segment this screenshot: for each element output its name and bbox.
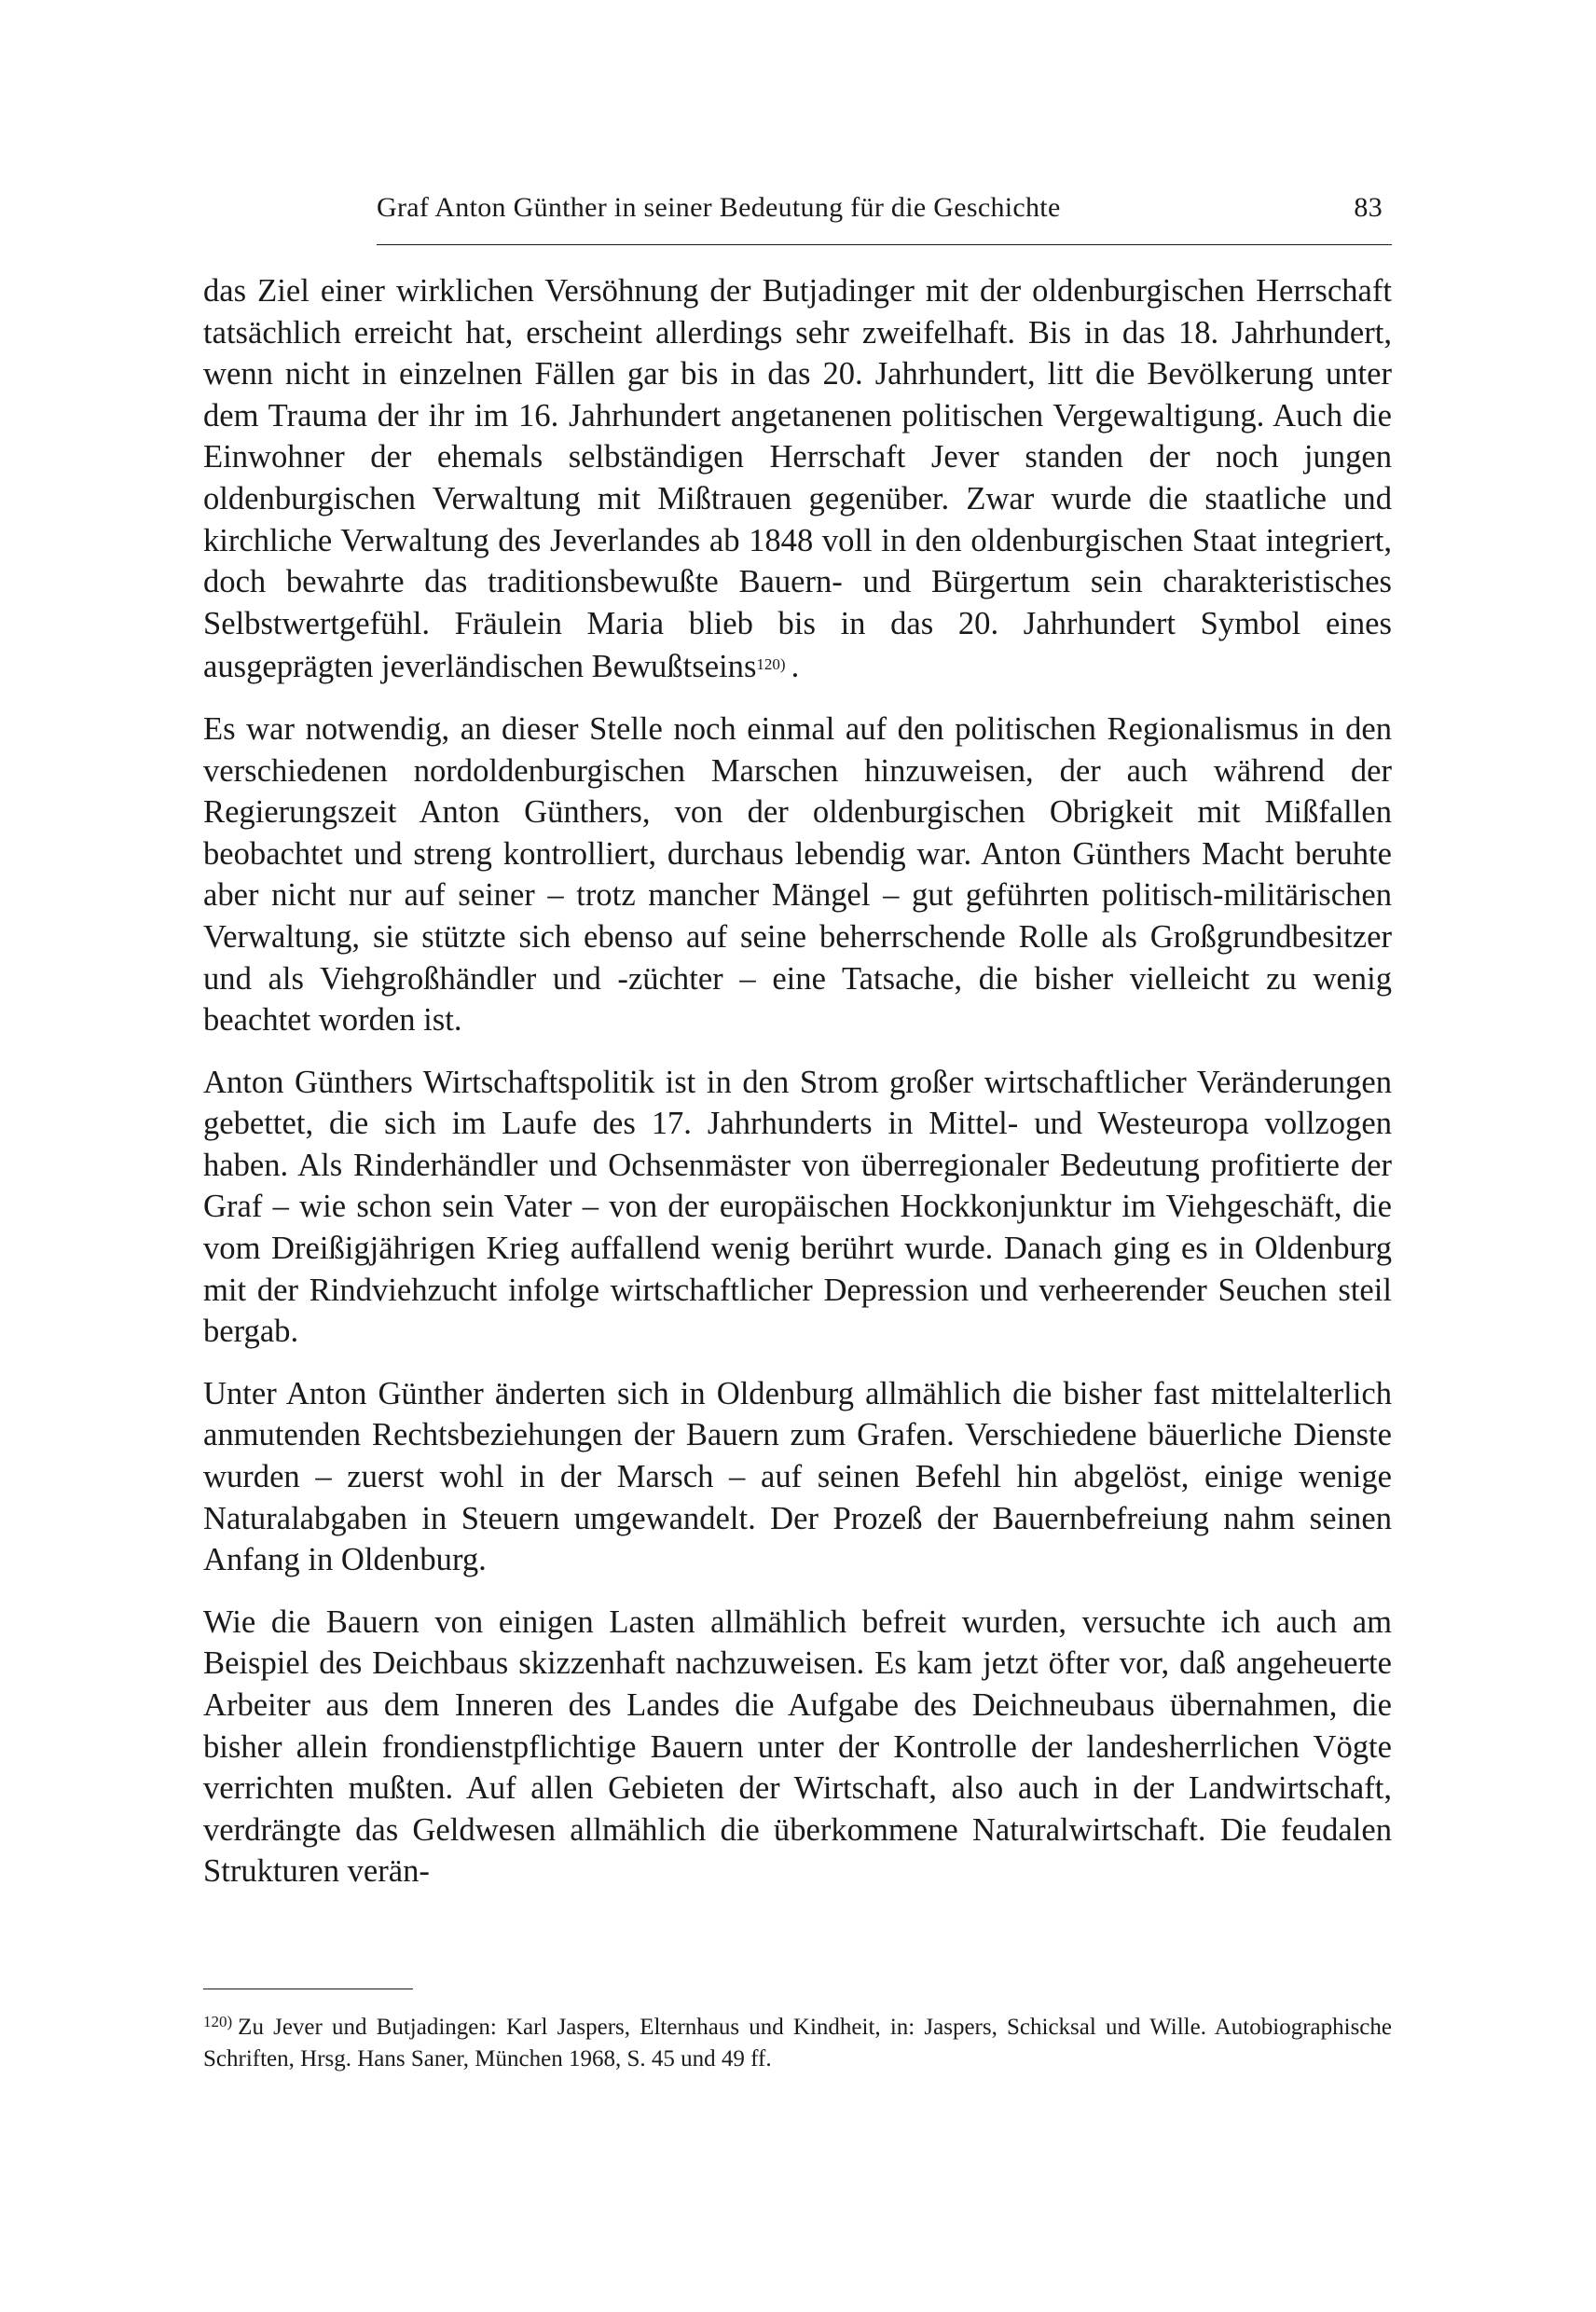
paragraph-1 (203, 270, 1392, 688)
page-number: 83 (1354, 192, 1383, 223)
running-head (203, 192, 1392, 237)
paragraph-3: Anton Günthers Wirtschaftspolitik ist in den Strom großer wirtschaftlicher Veränderungen gebettet, die sich im Laufe des 17. Jahrhunderts in Mittel- und Westeuropa vollzogen haben. Als Rinderhändler und Ochsenmäster von überregionaler Bedeutung profitierte der Graf – wie schon sein Vater – von der europäischen Hockkonjunktur im Viehgeschäft, die vom Dreißigjährigen Krieg auffallend wenig berührt wurde. Danach ging es in Oldenburg mit der Rindviehzucht infolge wirtschaftlicher Depression und verheerender Seuchen steil bergab. (203, 1064, 1392, 1350)
book-page (203, 0, 1392, 2312)
header-rule (377, 244, 1392, 245)
footnote-text: Zu Jever und Butjadingen: Karl Jaspers, Elternhaus und Kindheit, in: Jaspers, Schicksal und Wille. Autobiographische Schriften, Hrsg. Hans Saner, München 1968, S. 45 und 49 ff. (203, 2015, 1392, 2071)
running-title: Graf Anton Günther in seiner Bedeutung für die Geschichte (377, 192, 1061, 223)
paragraph-1-text: das Ziel einer wirklichen Versöhnung der Butjadinger mit der oldenburgischen Herrschaft tatsächlich erreicht hat, erscheint allerdings sehr zweifelhaft. Bis in das 18. Jahrhundert, wenn nicht in einzelnen Fällen gar bis in das 20. Jahrhundert, litt die Bevölkerung unter dem Trauma der ihr im 16. Jahrhundert angetanenen politischen Vergewaltigung. Auch die Einwohner der ehemals selbständigen Herrschaft Jever standen der noch jungen oldenburgischen Verwaltung mit Mißtrauen gegenüber. Zwar wurde die staatliche und kirchliche Verwaltung des Jeverlandes ab 1848 voll in den oldenburgischen Staat integriert, doch bewahrte das traditionsbewußte Bauern- und Bürgertum sein charakteristisches Selbstwertgefühl. Fräulein Maria blieb bis in das 20. Jahrhundert Symbol eines ausgeprägten jeverländischen Bewußtseins (203, 273, 1392, 685)
body-text (203, 270, 1392, 1913)
paragraph-4: Unter Anton Günther änderten sich in Oldenburg allmählich die bisher fast mittelalterlich anmutenden Rechtsbeziehungen der Bauern zum Grafen. Verschiedene bäuerliche Dienste wurden – zuerst wohl in der Marsch – auf seinen Befehl hin abgelöst, einige wenige Naturalabgaben in Steuern umgewandelt. Der Prozeß der Bauernbefreiung nahm seinen Anfang in Oldenburg. (203, 1375, 1392, 1578)
paragraph-5: Wie die Bauern von einigen Lasten allmählich befreit wurden, versuchte ich auch am Beispiel des Deichbaus skizzenhaft nachzuweisen. Es kam jetzt öfter vor, daß angeheuerte Arbeiter aus dem Inneren des Landes die Aufgabe des Deichneubaus übernahmen, die bisher allein frondienstpflichtige Bauern unter der Kontrolle der landesherrlichen Vögte verrichten mußten. Auf allen Gebieten der Wirtschaft, also auch in der Landwirtschaft, verdrängte das Geldwesen allmählich die überkommene Naturalwirtschaft. Die feudalen Strukturen verän- (203, 1603, 1392, 1890)
paragraph-2: Es war notwendig, an dieser Stelle noch einmal auf den politischen Regionalismus in den verschiedenen nordoldenburgischen Marschen hinzuweisen, der auch während der Regierungszeit Anton Günthers, von der oldenburgischen Obrigkeit mit Mißfallen beobachtet und streng kontrolliert, durchaus lebendig war. Anton Günthers Macht beruhte aber nicht nur auf seiner – trotz mancher Mängel – gut geführten politisch-militärischen Verwaltung, sie stützte sich ebenso auf seine beherrschende Rolle als Großgrundbesitzer und als Viehgroßhändler und -züchter – eine Tatsache, die bisher vielleicht zu wenig beachtet worden ist. (203, 710, 1392, 1039)
paragraph-1-end: . (791, 649, 800, 685)
footnote-marker: 120) (203, 2013, 233, 2030)
footnote-reference: 120) (756, 655, 786, 674)
footnote (203, 2006, 1392, 2075)
